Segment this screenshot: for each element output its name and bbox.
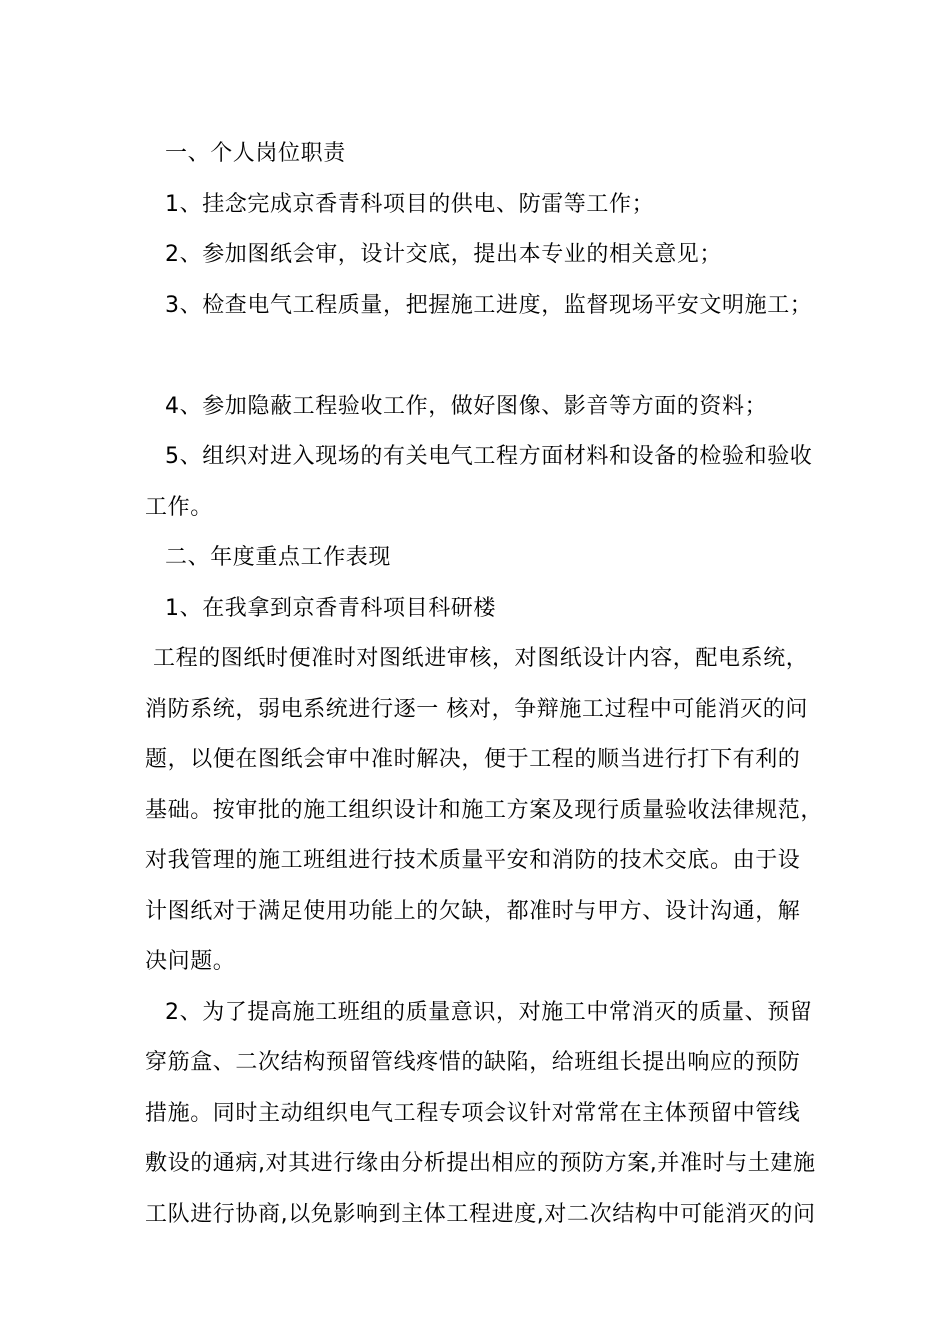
duty-item-5: 5、组织对进入现场的有关电气工程方面材料和设备的检验和验收 — [165, 444, 813, 469]
paragraph-line: 决问题。 — [145, 949, 236, 974]
document-body — [145, 129, 835, 1240]
duty-item-5-cont: 工作。 — [145, 494, 213, 520]
duty-item-3: 3、检查电气工程质量，把握施工进度，监督现场平安文明施工； — [165, 292, 813, 318]
paragraph-line: 敷设的通病,对其进行缘由分析提出相应的预防方案,并准时与土建施 — [145, 1151, 816, 1176]
paragraph-line: 措施。同时主动组织电气工程专项会议针对常常在主体预留中管线 — [145, 1100, 801, 1126]
paragraph-line: 工队进行协商,以免影响到主体工程进度,对二次结构中可能消灭的问 — [145, 1201, 816, 1227]
paragraph-line: 基础。按审批的施工组织设计和施工方案及现行质量验收法律规范， — [145, 797, 824, 823]
paragraph-line: 题，以便在图纸会审中准时解决，便于工程的顺当进行打下有利的 — [145, 747, 801, 772]
duty-item-4: 4、参加隐蔽工程验收工作，做好图像、影音等方面的资料； — [165, 393, 768, 419]
paragraph-line: 消防系统，弱电系统进行逐一 核对，争辩施工过程中可能消灭的问 — [145, 696, 808, 722]
blank-gap — [145, 331, 835, 382]
paragraph-line: 工程的图纸时便准时对图纸进审核，对图纸设计内容，配电系统， — [153, 646, 809, 671]
paragraph-line: 计图纸对于满足使用功能上的欠缺，都准时与甲方、设计沟通，解 — [145, 898, 801, 924]
duty-item-2: 2、参加图纸会审，设计交底，提出本专业的相关意见； — [165, 242, 722, 267]
work-item-1: 1、在我拿到京香青科项目科研楼 — [165, 595, 496, 621]
paragraph-line: 穿筋盒、二次结构预留管线疼惜的缺陷，给班组长提出响应的预防 — [145, 1050, 801, 1075]
section-heading-1: 一、个人岗位职责 — [165, 141, 346, 166]
section-heading-2: 二、年度重点工作表现 — [165, 545, 392, 570]
duty-item-1: 1、挂念完成京香青科项目的供电、防雷等工作； — [165, 191, 655, 217]
paragraph-line: 对我管理的施工班组进行技术质量平安和消防的技术交底。由于设 — [145, 848, 801, 873]
work-item-2: 2、为了提高施工班组的质量意识，对施工中常消灭的质量、预留 — [165, 999, 813, 1025]
